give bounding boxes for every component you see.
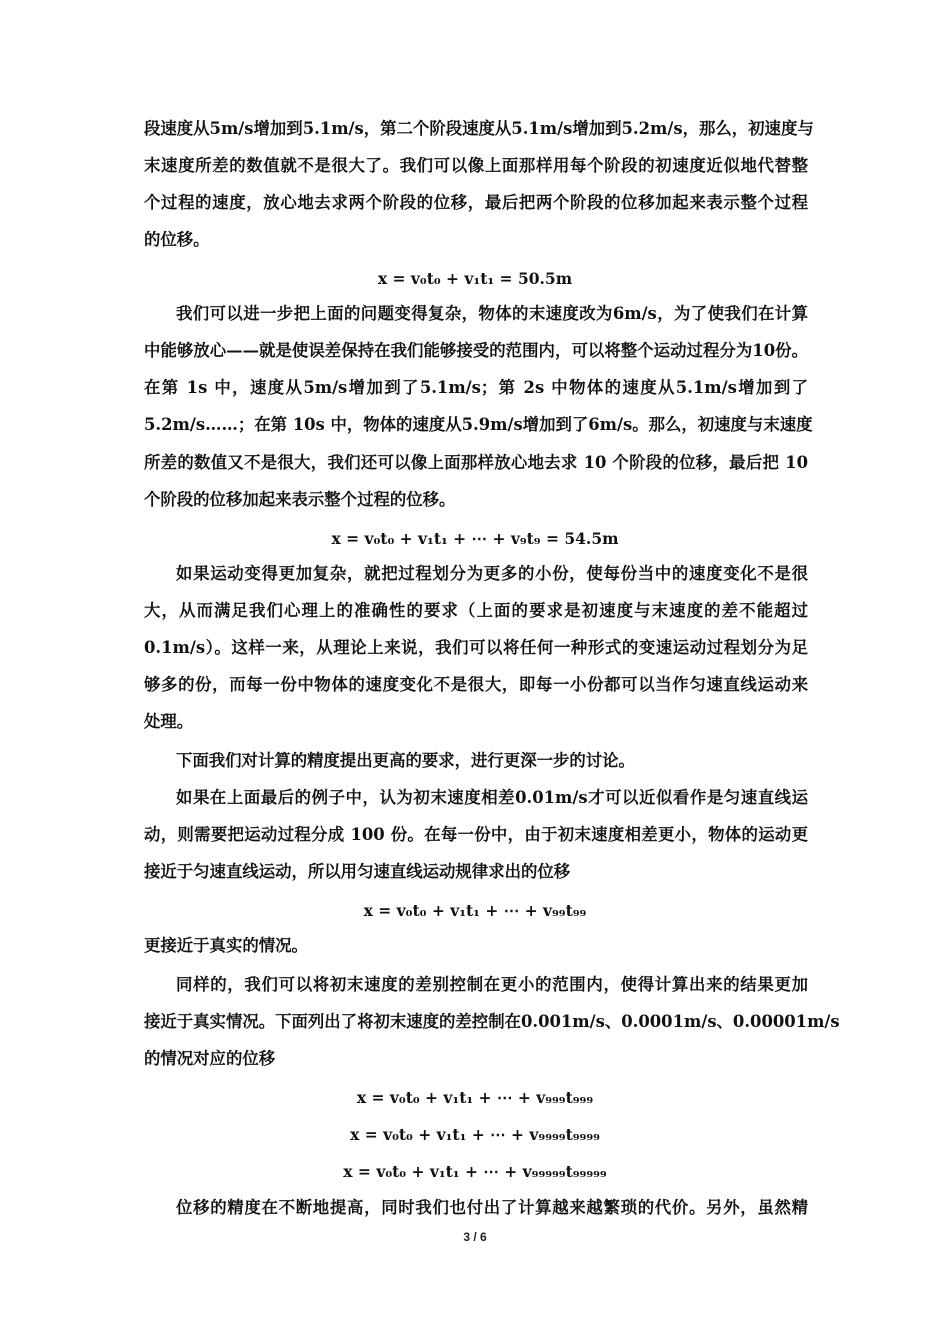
paragraph-3-line-2: 大，从而满足我们心理上的准确性的要求（上面的要求是初速度与末速度的差不能超过 — [144, 601, 808, 620]
paragraph-2-line-2: 中能够放心——就是使误差保持在我们能够接受的范围内，可以将整个运动过程分为10份。 — [144, 341, 808, 360]
paragraph-1-line-2: 末速度所差的数值就不是很大了。我们可以像上面那样用每个阶段的初速度近似地代替整 — [144, 156, 808, 175]
paragraph-1-line-1: 段速度从5m/s增加到5.1m/s，第二个阶段速度从5.1m/s增加到5.2m/s，那么，初速度与 — [144, 119, 814, 138]
formula-6: x = v₀t₀ + v₁t₁ + ⋯ + v₉₉₉₉₉t₉₉₉₉₉ — [343, 1162, 607, 1181]
paragraph-3-line-4: 够多的份，而每一份中物体的速度变化不是很大，即每一小份都可以当作匀速直线运动来 — [144, 675, 808, 694]
formula-4: x = v₀t₀ + v₁t₁ + ⋯ + v₉₉₉t₉₉₉ — [356, 1088, 594, 1107]
page-number: 3 / 6 — [463, 1230, 487, 1244]
paragraph-5-line-2: 动，则需要把运动过程分成 100 份。在每一份中，由于初末速度相差更小，物体的运动更 — [144, 825, 808, 844]
paragraph-8-line-1: 位移的精度在不断地提高，同时我们也付出了计算越来越繁琐的代价。另外，虽然精 — [176, 1198, 808, 1217]
formula-3: x = v₀t₀ + v₁t₁ + ⋯ + v₉₉t₉₉ — [363, 901, 587, 920]
paragraph-2-line-6: 个阶段的位移加起来表示整个过程的位移。 — [144, 490, 456, 509]
formula-5: x = v₀t₀ + v₁t₁ + ⋯ + v₉₉₉₉t₉₉₉₉ — [350, 1125, 600, 1144]
paragraph-4-line-1: 下面我们对计算的精度提出更高的要求，进行更深一步的讨论。 — [176, 751, 635, 770]
paragraph-2-line-3: 在第 1s 中，速度从5m/s增加到了5.1m/s；第 2s 中物体的速度从5.1m/s增加到了 — [144, 378, 808, 397]
paragraph-7-line-3: 的情况对应的位移 — [144, 1049, 276, 1068]
paragraph-2-line-1: 我们可以进一步把上面的问题变得复杂，物体的末速度改为6m/s，为了使我们在计算 — [176, 304, 808, 323]
formula-1: x = v₀t₀ + v₁t₁ = 50.5m — [377, 269, 573, 288]
paragraph-7-line-1: 同样的，我们可以将初末速度的差别控制在更小的范围内，使得计算出来的结果更加 — [176, 975, 808, 994]
paragraph-5-line-3: 接近于匀速直线运动，所以用匀速直线运动规律求出的位移 — [144, 862, 571, 881]
paragraph-3-line-3: 0.1m/s）。这样一来，从理论上来说，我们可以将任何一种形式的变速运动过程划分为足 — [144, 638, 808, 657]
paragraph-7-line-2: 接近于真实情况。下面列出了将初末速度的差控制在0.001m/s、0.0001m/s、0.00001m/s — [144, 1012, 840, 1031]
paragraph-3-line-1: 如果运动变得更加复杂，就把过程划分为更多的小份，使每份当中的速度变化不是很 — [176, 564, 808, 583]
paragraph-2-line-5: 所差的数值又不是很大，我们还可以像上面那样放心地去求 10 个阶段的位移，最后把 10 — [144, 453, 808, 472]
paragraph-5-line-1: 如果在上面最后的例子中，认为初末速度相差0.01m/s才可以近似看作是匀速直线运 — [176, 788, 808, 807]
paragraph-3-line-5: 处理。 — [144, 712, 194, 731]
formula-2: x = v₀t₀ + v₁t₁ + ⋯ + v₉t₉ = 54.5m — [331, 529, 619, 548]
paragraph-1-line-4: 的位移。 — [144, 230, 210, 249]
paragraph-1-line-3: 个过程的速度，放心地去求两个阶段的位移，最后把两个阶段的位移加起来表示整个过程 — [144, 193, 808, 212]
paragraph-2-line-4: 5.2m/s……；在第 10s 中，物体的速度从5.9m/s增加到了6m/s。那么，初速度与末速度 — [144, 415, 813, 434]
paragraph-6-line-1: 更接近于真实的情况。 — [144, 936, 308, 955]
